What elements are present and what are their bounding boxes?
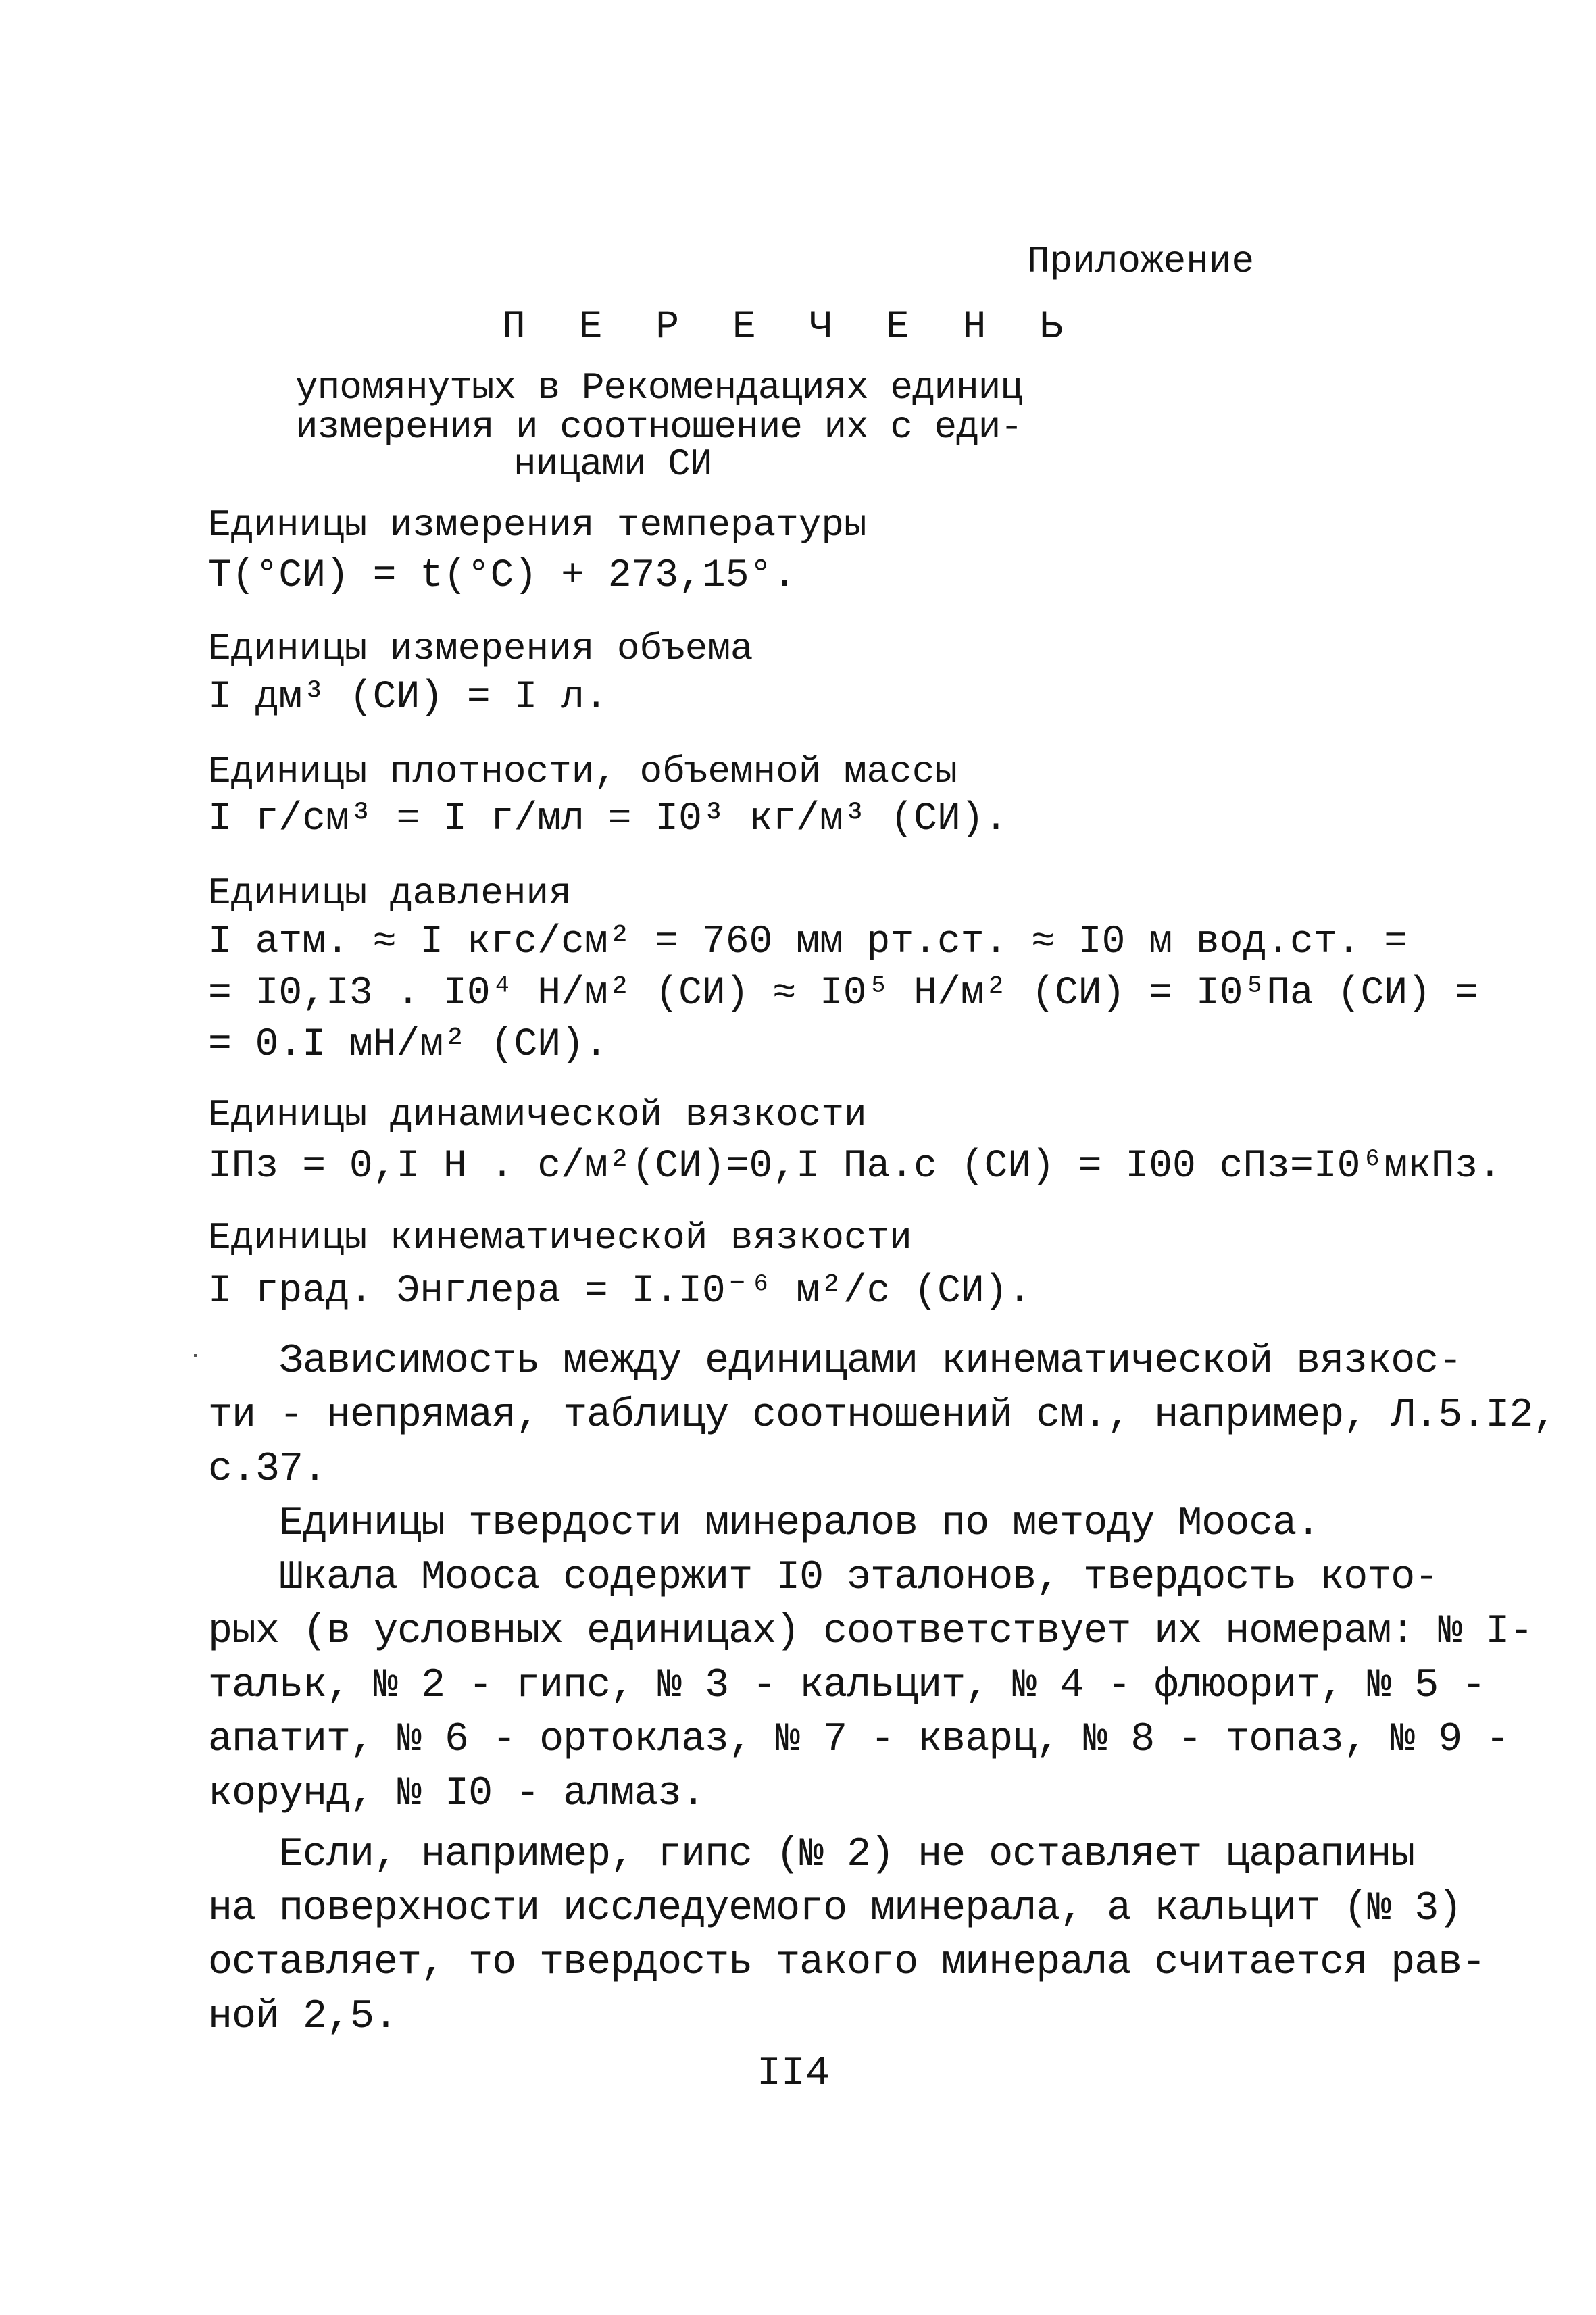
subtitle-line-3: ницами СИ: [514, 443, 712, 486]
kinematic-viscosity-formula: I град. Энглера = I.I0⁻⁶ м²/с (СИ).: [208, 1270, 1032, 1314]
kinematic-note-line-3: с.37.: [208, 1447, 327, 1493]
kinematic-viscosity-heading: Единицы кинематической вязкости: [208, 1216, 912, 1260]
stray-dot: [194, 1354, 197, 1357]
pressure-heading: Единицы давления: [208, 872, 572, 915]
mohs-heading: Единицы твердости минералов по методу Мооса.: [208, 1501, 1320, 1547]
pressure-formula-line-3: = 0.I мН/м² (СИ).: [208, 1023, 608, 1067]
density-heading: Единицы плотности, объемной массы: [208, 750, 957, 793]
pressure-formula-line-1: I атм. ≈ I кгс/см² = 760 мм рт.ст. ≈ I0 м вод.ст. =: [208, 920, 1408, 964]
mohs-scale-line-4: апатит, № 6 - ортоклаз, № 7 - кварц, № 8 - топаз, № 9 -: [208, 1717, 1510, 1763]
subtitle-line-1: упомянутых в Рекомендациях единиц: [295, 366, 1022, 409]
mohs-example-line-2: на поверхности исследуемого минерала, а кальцит (№ 3): [208, 1886, 1462, 1932]
mohs-scale-line-3: тальк, № 2 - гипс, № 3 - кальцит, № 4 - флюорит, № 5 -: [208, 1663, 1486, 1709]
mohs-example-line-3: оставляет, то твердость такого минерала считается рав-: [208, 1940, 1486, 1986]
mohs-scale-line-1: Шкала Мооса содержит I0 эталонов, твердость кото-: [208, 1555, 1439, 1601]
list-title: П Е Р Е Ч Е Н Ь: [502, 305, 1078, 349]
temperature-formula: Т(°СИ) = t(°C) + 273,15°.: [208, 554, 797, 598]
dynamic-viscosity-formula: IПз = 0,I Н . с/м²(СИ)=0,I Па.с (СИ) = I00 сПз=I0⁶мкПз.: [208, 1145, 1502, 1189]
volume-formula: I дм³ (СИ) = I л.: [208, 676, 608, 720]
kinematic-note-line-1: Зависимость между единицами кинематической вязкос-: [208, 1339, 1462, 1385]
density-formula: I г/см³ = I г/мл = I0³ кг/м³ (СИ).: [208, 797, 1008, 841]
pressure-formula-line-2: = I0,I3 . I0⁴ Н/м² (СИ) ≈ I0⁵ Н/м² (СИ) = I0⁵Па (СИ) =: [208, 972, 1478, 1016]
page-number: II4: [757, 2051, 830, 2097]
appendix-label: Приложение: [1027, 240, 1255, 283]
temperature-heading: Единицы измерения температуры: [208, 503, 867, 547]
mohs-scale-line-5: корунд, № I0 - алмаз.: [208, 1771, 705, 1817]
mohs-example-line-4: ной 2,5.: [208, 1994, 398, 2040]
subtitle-line-2: измерения и соотношение их с еди-: [295, 405, 1022, 449]
mohs-scale-line-2: рых (в условных единицах) соответствует их номерам: № I-: [208, 1609, 1533, 1655]
mohs-example-line-1: Если, например, гипс (№ 2) не оставляет царапины: [208, 1832, 1415, 1878]
kinematic-note-line-2: ти - непрямая, таблицу соотношений см., например, Л.5.I2,: [208, 1393, 1557, 1439]
volume-heading: Единицы измерения объема: [208, 627, 753, 670]
dynamic-viscosity-heading: Единицы динамической вязкости: [208, 1093, 867, 1137]
